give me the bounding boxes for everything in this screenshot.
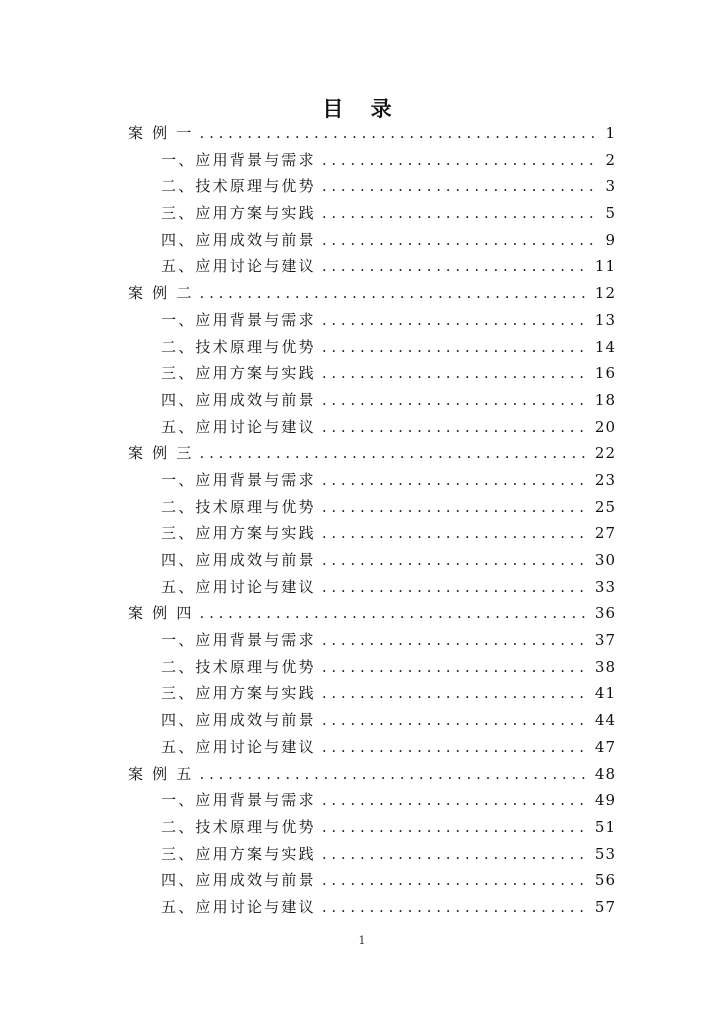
dot-leader (322, 227, 600, 254)
toc-entry-page: 2 (605, 150, 616, 169)
toc-section-entry[interactable] (128, 307, 616, 334)
toc-section-entry[interactable] (128, 627, 616, 654)
toc-entry-label: 应用方案与实践 (195, 684, 316, 703)
toc-entry-number: 五、 (161, 577, 196, 596)
toc-entry-page: 49 (594, 791, 616, 810)
toc-entry-number: 四、 (161, 711, 196, 730)
toc-entry-label: 应用方案与实践 (195, 204, 316, 223)
dot-leader (322, 147, 600, 174)
toc-section-entry[interactable] (128, 814, 616, 841)
toc-entry-page: 53 (594, 844, 616, 863)
dot-leader (322, 627, 589, 654)
toc-section-entry[interactable] (128, 360, 616, 387)
toc-entry-page: 25 (594, 497, 616, 516)
toc-entry-page: 18 (594, 390, 616, 409)
toc-entry-number: 一、 (161, 791, 196, 810)
dot-leader (200, 600, 589, 627)
toc-entry-number: 五、 (161, 737, 196, 756)
toc-entry-label: 应用成效与前景 (195, 551, 316, 569)
toc-entry-label: 应用背景与需求 (195, 631, 316, 650)
toc-entry-page: 27 (594, 524, 616, 543)
toc-entry-number: 四、 (161, 551, 196, 569)
dot-leader (322, 360, 589, 387)
toc-section-entry[interactable] (128, 494, 616, 521)
dot-leader (322, 494, 589, 521)
dot-leader (322, 894, 589, 921)
toc-chapter-entry[interactable] (128, 280, 616, 307)
dot-leader (322, 520, 589, 547)
toc-section-entry[interactable] (128, 654, 616, 681)
toc-entry-number: 四、 (161, 390, 196, 409)
toc-entry-label: 应用成效与前景 (195, 711, 316, 730)
dot-leader (322, 787, 589, 814)
toc-section-entry[interactable] (128, 894, 616, 921)
toc-chapter-entry[interactable] (128, 761, 616, 788)
toc-entry-label: 案 例 一 (128, 124, 194, 142)
toc-entry-number: 五、 (161, 417, 196, 436)
toc-entry-label: 技术原理与优势 (195, 817, 316, 836)
toc-entry-page: 22 (594, 444, 616, 463)
toc-entry-label: 技术原理与优势 (195, 657, 316, 676)
toc-entry-page: 30 (594, 551, 616, 569)
toc-entry-number: 五、 (161, 897, 196, 916)
toc-entry-label: 应用背景与需求 (195, 470, 316, 489)
toc-section-entry[interactable] (128, 147, 616, 174)
toc-entry-page: 12 (594, 284, 616, 303)
toc-entry-number: 三、 (161, 364, 196, 383)
toc-entry-page: 51 (594, 817, 616, 836)
dot-leader (322, 334, 589, 361)
table-of-contents (128, 120, 616, 921)
toc-entry-label: 技术原理与优势 (195, 497, 316, 516)
toc-entry-page: 44 (594, 711, 616, 730)
toc-chapter-entry[interactable] (128, 440, 616, 467)
dot-leader (322, 307, 589, 334)
dot-leader (322, 173, 600, 200)
toc-entry-number: 一、 (161, 310, 196, 329)
toc-entry-number: 二、 (161, 337, 196, 356)
toc-entry-label: 应用讨论与建议 (195, 257, 316, 276)
toc-entry-number: 二、 (161, 177, 196, 196)
toc-section-entry[interactable] (128, 253, 616, 280)
toc-section-entry[interactable] (128, 707, 616, 734)
toc-entry-label: 应用方案与实践 (195, 364, 316, 383)
toc-entry-page: 9 (605, 230, 616, 249)
dot-leader (322, 574, 589, 601)
dot-leader (322, 387, 589, 414)
toc-entry-label: 案 例 五 (128, 764, 194, 783)
toc-chapter-entry[interactable] (128, 120, 616, 147)
dot-leader (322, 547, 589, 574)
toc-section-entry[interactable] (128, 227, 616, 254)
dot-leader (322, 680, 589, 707)
toc-entry-label: 应用成效与前景 (195, 230, 316, 249)
toc-entry-label: 案 例 三 (128, 444, 194, 463)
toc-section-entry[interactable] (128, 547, 616, 574)
toc-entry-page: 23 (594, 470, 616, 489)
toc-entry-page: 3 (605, 177, 616, 196)
toc-entry-page: 14 (594, 337, 616, 356)
toc-entry-number: 三、 (161, 684, 196, 703)
toc-section-entry[interactable] (128, 387, 616, 414)
dot-leader (322, 253, 589, 280)
toc-entry-label: 应用成效与前景 (195, 390, 316, 409)
toc-chapter-entry[interactable] (128, 600, 616, 627)
toc-section-entry[interactable] (128, 173, 616, 200)
toc-section-entry[interactable] (128, 787, 616, 814)
toc-entry-page: 56 (594, 871, 616, 890)
toc-entry-number: 一、 (161, 150, 196, 169)
toc-section-entry[interactable] (128, 200, 616, 227)
dot-leader (322, 841, 589, 868)
toc-section-entry[interactable] (128, 841, 616, 868)
toc-entry-number: 一、 (161, 470, 196, 489)
toc-section-entry[interactable] (128, 574, 616, 601)
toc-section-entry[interactable] (128, 734, 616, 761)
page-number-footer: 1 (358, 934, 366, 947)
toc-section-entry[interactable] (128, 520, 616, 547)
toc-entry-page: 13 (594, 310, 616, 329)
dot-leader (200, 440, 589, 467)
toc-entry-number: 三、 (161, 204, 196, 223)
toc-entry-label: 应用讨论与建议 (195, 897, 316, 916)
dot-leader (200, 280, 589, 307)
toc-section-entry[interactable] (128, 680, 616, 707)
page-title: 目 录 (322, 97, 402, 121)
toc-entry-page: 41 (594, 684, 616, 703)
toc-entry-label: 应用方案与实践 (195, 524, 316, 543)
toc-entry-label: 案 例 二 (128, 284, 194, 303)
toc-entry-label: 应用讨论与建议 (195, 577, 316, 596)
dot-leader (200, 120, 600, 147)
dot-leader (322, 814, 589, 841)
toc-entry-label: 应用讨论与建议 (195, 417, 316, 436)
toc-entry-page: 47 (594, 737, 616, 756)
toc-entry-page: 57 (594, 897, 616, 916)
toc-entry-label: 案 例 四 (128, 604, 194, 623)
toc-entry-page: 20 (594, 417, 616, 436)
dot-leader (200, 761, 589, 788)
toc-entry-number: 一、 (161, 631, 196, 650)
toc-entry-page: 33 (594, 577, 616, 596)
toc-entry-number: 四、 (161, 871, 196, 890)
toc-section-entry[interactable] (128, 467, 616, 494)
dot-leader (322, 200, 600, 227)
dot-leader (322, 654, 589, 681)
toc-entry-page: 11 (594, 257, 616, 276)
toc-entry-number: 三、 (161, 844, 196, 863)
toc-entry-label: 技术原理与优势 (195, 337, 316, 356)
toc-entry-page: 36 (594, 604, 616, 623)
toc-entry-label: 应用背景与需求 (195, 791, 316, 810)
toc-entry-number: 三、 (161, 524, 196, 543)
toc-entry-number: 四、 (161, 230, 196, 249)
toc-entry-number: 二、 (161, 817, 196, 836)
toc-entry-label: 应用方案与实践 (195, 844, 316, 863)
dot-leader (322, 867, 589, 894)
toc-entry-page: 16 (594, 364, 616, 383)
toc-entry-page: 38 (594, 657, 616, 676)
toc-entry-label: 应用背景与需求 (195, 150, 316, 169)
toc-section-entry[interactable] (128, 867, 616, 894)
dot-leader (322, 707, 589, 734)
toc-entry-label: 应用讨论与建议 (195, 737, 316, 756)
dot-leader (322, 467, 589, 494)
toc-entry-number: 二、 (161, 497, 196, 516)
toc-entry-page: 1 (605, 124, 616, 142)
toc-entry-number: 二、 (161, 657, 196, 676)
toc-entry-page: 37 (594, 631, 616, 650)
toc-entry-page: 48 (594, 764, 616, 783)
toc-entry-label: 技术原理与优势 (195, 177, 316, 196)
toc-section-entry[interactable] (128, 334, 616, 361)
toc-entry-label: 应用背景与需求 (195, 310, 316, 329)
toc-entry-number: 五、 (161, 257, 196, 276)
toc-entry-page: 5 (605, 204, 616, 223)
toc-section-entry[interactable] (128, 414, 616, 441)
dot-leader (322, 414, 589, 441)
toc-entry-label: 应用成效与前景 (195, 871, 316, 890)
dot-leader (322, 734, 589, 761)
